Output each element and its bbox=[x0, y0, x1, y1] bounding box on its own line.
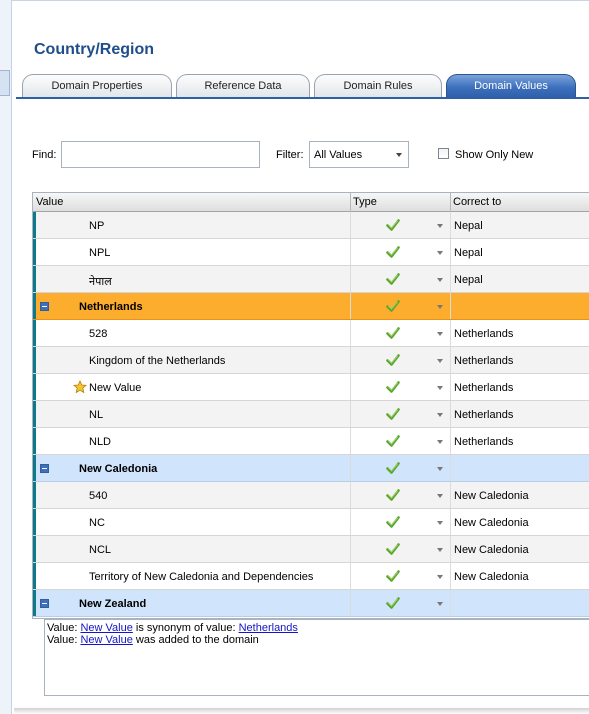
type-dropdown-icon[interactable] bbox=[437, 602, 443, 606]
column-divider bbox=[350, 374, 351, 400]
check-icon bbox=[386, 326, 400, 340]
check-icon bbox=[386, 434, 400, 448]
type-dropdown-icon[interactable] bbox=[437, 278, 443, 282]
tab-domain-rules[interactable]: Domain Rules bbox=[314, 74, 442, 98]
row-marker bbox=[33, 212, 36, 238]
cell-correct-to[interactable]: New Caledonia bbox=[454, 544, 529, 556]
cell-value: NL bbox=[89, 409, 104, 421]
check-icon bbox=[386, 515, 400, 529]
message-text: Value: bbox=[47, 622, 81, 634]
cell-value: New Value bbox=[89, 382, 142, 394]
type-dropdown-icon[interactable] bbox=[437, 251, 443, 255]
column-header-correct-to[interactable]: Correct to bbox=[453, 196, 502, 208]
group-row[interactable] bbox=[33, 455, 589, 482]
cell-value: NCL bbox=[89, 544, 112, 556]
netherlands-link[interactable]: Netherlands bbox=[238, 622, 298, 634]
cell-value: NPL bbox=[89, 247, 111, 259]
message-panel bbox=[44, 619, 589, 696]
column-divider bbox=[350, 455, 351, 481]
column-divider bbox=[450, 590, 451, 616]
column-divider bbox=[450, 320, 451, 346]
cell-value: Netherlands bbox=[79, 301, 143, 313]
table-row[interactable] bbox=[33, 563, 589, 590]
type-dropdown-icon[interactable] bbox=[437, 575, 443, 579]
column-divider bbox=[350, 563, 351, 589]
row-marker bbox=[33, 320, 36, 346]
column-divider bbox=[350, 239, 351, 265]
check-icon bbox=[386, 488, 400, 502]
tab-reference-data[interactable]: Reference Data bbox=[176, 74, 310, 98]
group-row[interactable] bbox=[33, 590, 589, 617]
type-dropdown-icon[interactable] bbox=[437, 467, 443, 471]
cell-correct-to[interactable]: New Caledonia bbox=[454, 517, 529, 529]
table-row[interactable] bbox=[33, 320, 589, 347]
find-input[interactable] bbox=[61, 141, 260, 168]
column-divider bbox=[350, 509, 351, 535]
row-marker bbox=[33, 563, 36, 589]
type-dropdown-icon[interactable] bbox=[437, 386, 443, 390]
filter-label: Filter: bbox=[276, 149, 304, 161]
cell-value: New Caledonia bbox=[79, 463, 158, 475]
message-text: Value: bbox=[47, 634, 81, 646]
cell-value: New Zealand bbox=[79, 598, 147, 610]
row-marker bbox=[33, 347, 36, 373]
grid-header bbox=[33, 193, 589, 212]
check-icon bbox=[386, 596, 400, 610]
cell-value: NLD bbox=[89, 436, 112, 448]
check-icon bbox=[386, 407, 400, 421]
cell-value: 528 bbox=[89, 328, 108, 340]
domain-management-panel bbox=[12, 0, 589, 714]
cell-correct-to[interactable]: Netherlands bbox=[454, 436, 514, 448]
column-divider bbox=[350, 212, 351, 238]
star-icon bbox=[73, 380, 87, 394]
cell-correct-to[interactable]: Netherlands bbox=[454, 355, 514, 367]
column-divider bbox=[450, 239, 451, 265]
column-divider bbox=[450, 563, 451, 589]
page-title: Country/Region bbox=[34, 41, 154, 58]
cell-correct-to[interactable]: Nepal bbox=[454, 274, 483, 286]
table-row[interactable] bbox=[33, 266, 589, 293]
row-marker bbox=[33, 509, 36, 535]
cell-value: NC bbox=[89, 517, 105, 529]
message-text: was added to the domain bbox=[132, 634, 259, 646]
table-row[interactable] bbox=[33, 347, 589, 374]
check-icon bbox=[386, 461, 400, 475]
chevron-down-icon bbox=[396, 153, 402, 157]
message-text: is synonym of value: bbox=[132, 622, 239, 634]
row-marker bbox=[33, 374, 36, 400]
left-collapse-tab[interactable] bbox=[0, 70, 10, 96]
table-row[interactable] bbox=[33, 482, 589, 509]
group-row[interactable] bbox=[33, 293, 589, 320]
row-marker bbox=[33, 401, 36, 427]
minus-icon[interactable] bbox=[40, 599, 49, 608]
column-divider bbox=[450, 347, 451, 373]
message-line bbox=[47, 622, 589, 634]
filter-dropdown[interactable] bbox=[309, 141, 409, 168]
column-divider bbox=[450, 536, 451, 562]
column-divider bbox=[450, 401, 451, 427]
type-dropdown-icon[interactable] bbox=[437, 413, 443, 417]
column-divider bbox=[450, 374, 451, 400]
table-row[interactable] bbox=[33, 536, 589, 563]
table-row[interactable] bbox=[33, 239, 589, 266]
column-divider bbox=[350, 536, 351, 562]
show-only-new-label: Show Only New bbox=[455, 149, 534, 161]
cell-correct-to[interactable]: Nepal bbox=[454, 220, 483, 232]
cell-value: 540 bbox=[89, 490, 108, 502]
cell-value: Kingdom of the Netherlands bbox=[89, 355, 226, 367]
cell-correct-to[interactable]: Netherlands bbox=[454, 382, 514, 394]
column-divider bbox=[350, 401, 351, 427]
column-divider bbox=[350, 266, 351, 292]
table-row[interactable] bbox=[33, 428, 589, 455]
table-row[interactable] bbox=[33, 374, 589, 401]
search-bar bbox=[32, 141, 589, 168]
new-value-link[interactable]: New Value bbox=[80, 634, 133, 646]
cell-value: NP bbox=[89, 220, 105, 232]
table-row[interactable] bbox=[33, 401, 589, 428]
type-dropdown-icon[interactable] bbox=[437, 224, 443, 228]
tab-domain-properties[interactable]: Domain Properties bbox=[22, 74, 172, 98]
column-divider bbox=[450, 293, 451, 319]
minus-icon[interactable] bbox=[40, 464, 49, 473]
row-marker bbox=[33, 239, 36, 265]
panel-shadow bbox=[14, 708, 589, 714]
cell-correct-to[interactable]: New Caledonia bbox=[454, 490, 529, 502]
column-header-value[interactable]: Value bbox=[36, 196, 64, 208]
domain-values-grid bbox=[32, 192, 589, 619]
row-marker bbox=[33, 482, 36, 508]
minus-icon[interactable] bbox=[40, 302, 49, 311]
cell-correct-to[interactable]: Netherlands bbox=[454, 409, 514, 421]
message-line bbox=[47, 634, 589, 646]
cell-correct-to[interactable]: Nepal bbox=[454, 247, 483, 259]
cell-correct-to[interactable]: New Caledonia bbox=[454, 571, 529, 583]
check-icon bbox=[386, 272, 400, 286]
check-icon bbox=[386, 245, 400, 259]
type-dropdown-icon[interactable] bbox=[437, 332, 443, 336]
column-divider bbox=[450, 509, 451, 535]
row-marker bbox=[33, 590, 36, 616]
column-divider bbox=[450, 266, 451, 292]
row-marker bbox=[33, 293, 36, 319]
row-marker bbox=[33, 536, 36, 562]
find-label: Find: bbox=[32, 149, 57, 161]
cell-value: Territory of New Caledonia and Dependencies bbox=[89, 571, 314, 583]
tab-domain-values[interactable]: Domain Values bbox=[446, 74, 576, 98]
row-marker bbox=[33, 266, 36, 292]
left-side-strip bbox=[0, 0, 12, 714]
type-dropdown-icon[interactable] bbox=[437, 440, 443, 444]
column-divider bbox=[350, 482, 351, 508]
column-divider bbox=[450, 455, 451, 481]
tab-underline bbox=[16, 97, 589, 99]
check-icon bbox=[386, 299, 400, 313]
row-marker bbox=[33, 455, 36, 481]
new-value-link[interactable]: New Value bbox=[80, 622, 133, 634]
column-divider bbox=[450, 428, 451, 454]
column-divider bbox=[350, 293, 351, 319]
row-marker bbox=[33, 428, 36, 454]
column-divider bbox=[350, 428, 351, 454]
type-dropdown-icon[interactable] bbox=[437, 494, 443, 498]
cell-value: नेपाल bbox=[89, 276, 112, 288]
type-dropdown-icon[interactable] bbox=[437, 521, 443, 525]
column-divider bbox=[450, 482, 451, 508]
column-header-type[interactable]: Type bbox=[353, 196, 377, 208]
filter-selected-value: All Values bbox=[314, 149, 363, 161]
tab-strip bbox=[16, 74, 589, 98]
check-icon bbox=[386, 380, 400, 394]
table-row[interactable] bbox=[33, 212, 589, 239]
check-icon bbox=[386, 353, 400, 367]
check-icon bbox=[386, 569, 400, 583]
check-icon bbox=[386, 542, 400, 556]
check-icon bbox=[386, 218, 400, 232]
cell-correct-to[interactable]: Netherlands bbox=[454, 328, 514, 340]
column-divider bbox=[350, 590, 351, 616]
show-only-new-checkbox[interactable] bbox=[438, 148, 449, 159]
table-row[interactable] bbox=[33, 509, 589, 536]
column-divider bbox=[350, 347, 351, 373]
column-divider bbox=[450, 212, 451, 238]
type-dropdown-icon[interactable] bbox=[437, 359, 443, 363]
column-divider bbox=[350, 320, 351, 346]
type-dropdown-icon[interactable] bbox=[437, 305, 443, 309]
type-dropdown-icon[interactable] bbox=[437, 548, 443, 552]
